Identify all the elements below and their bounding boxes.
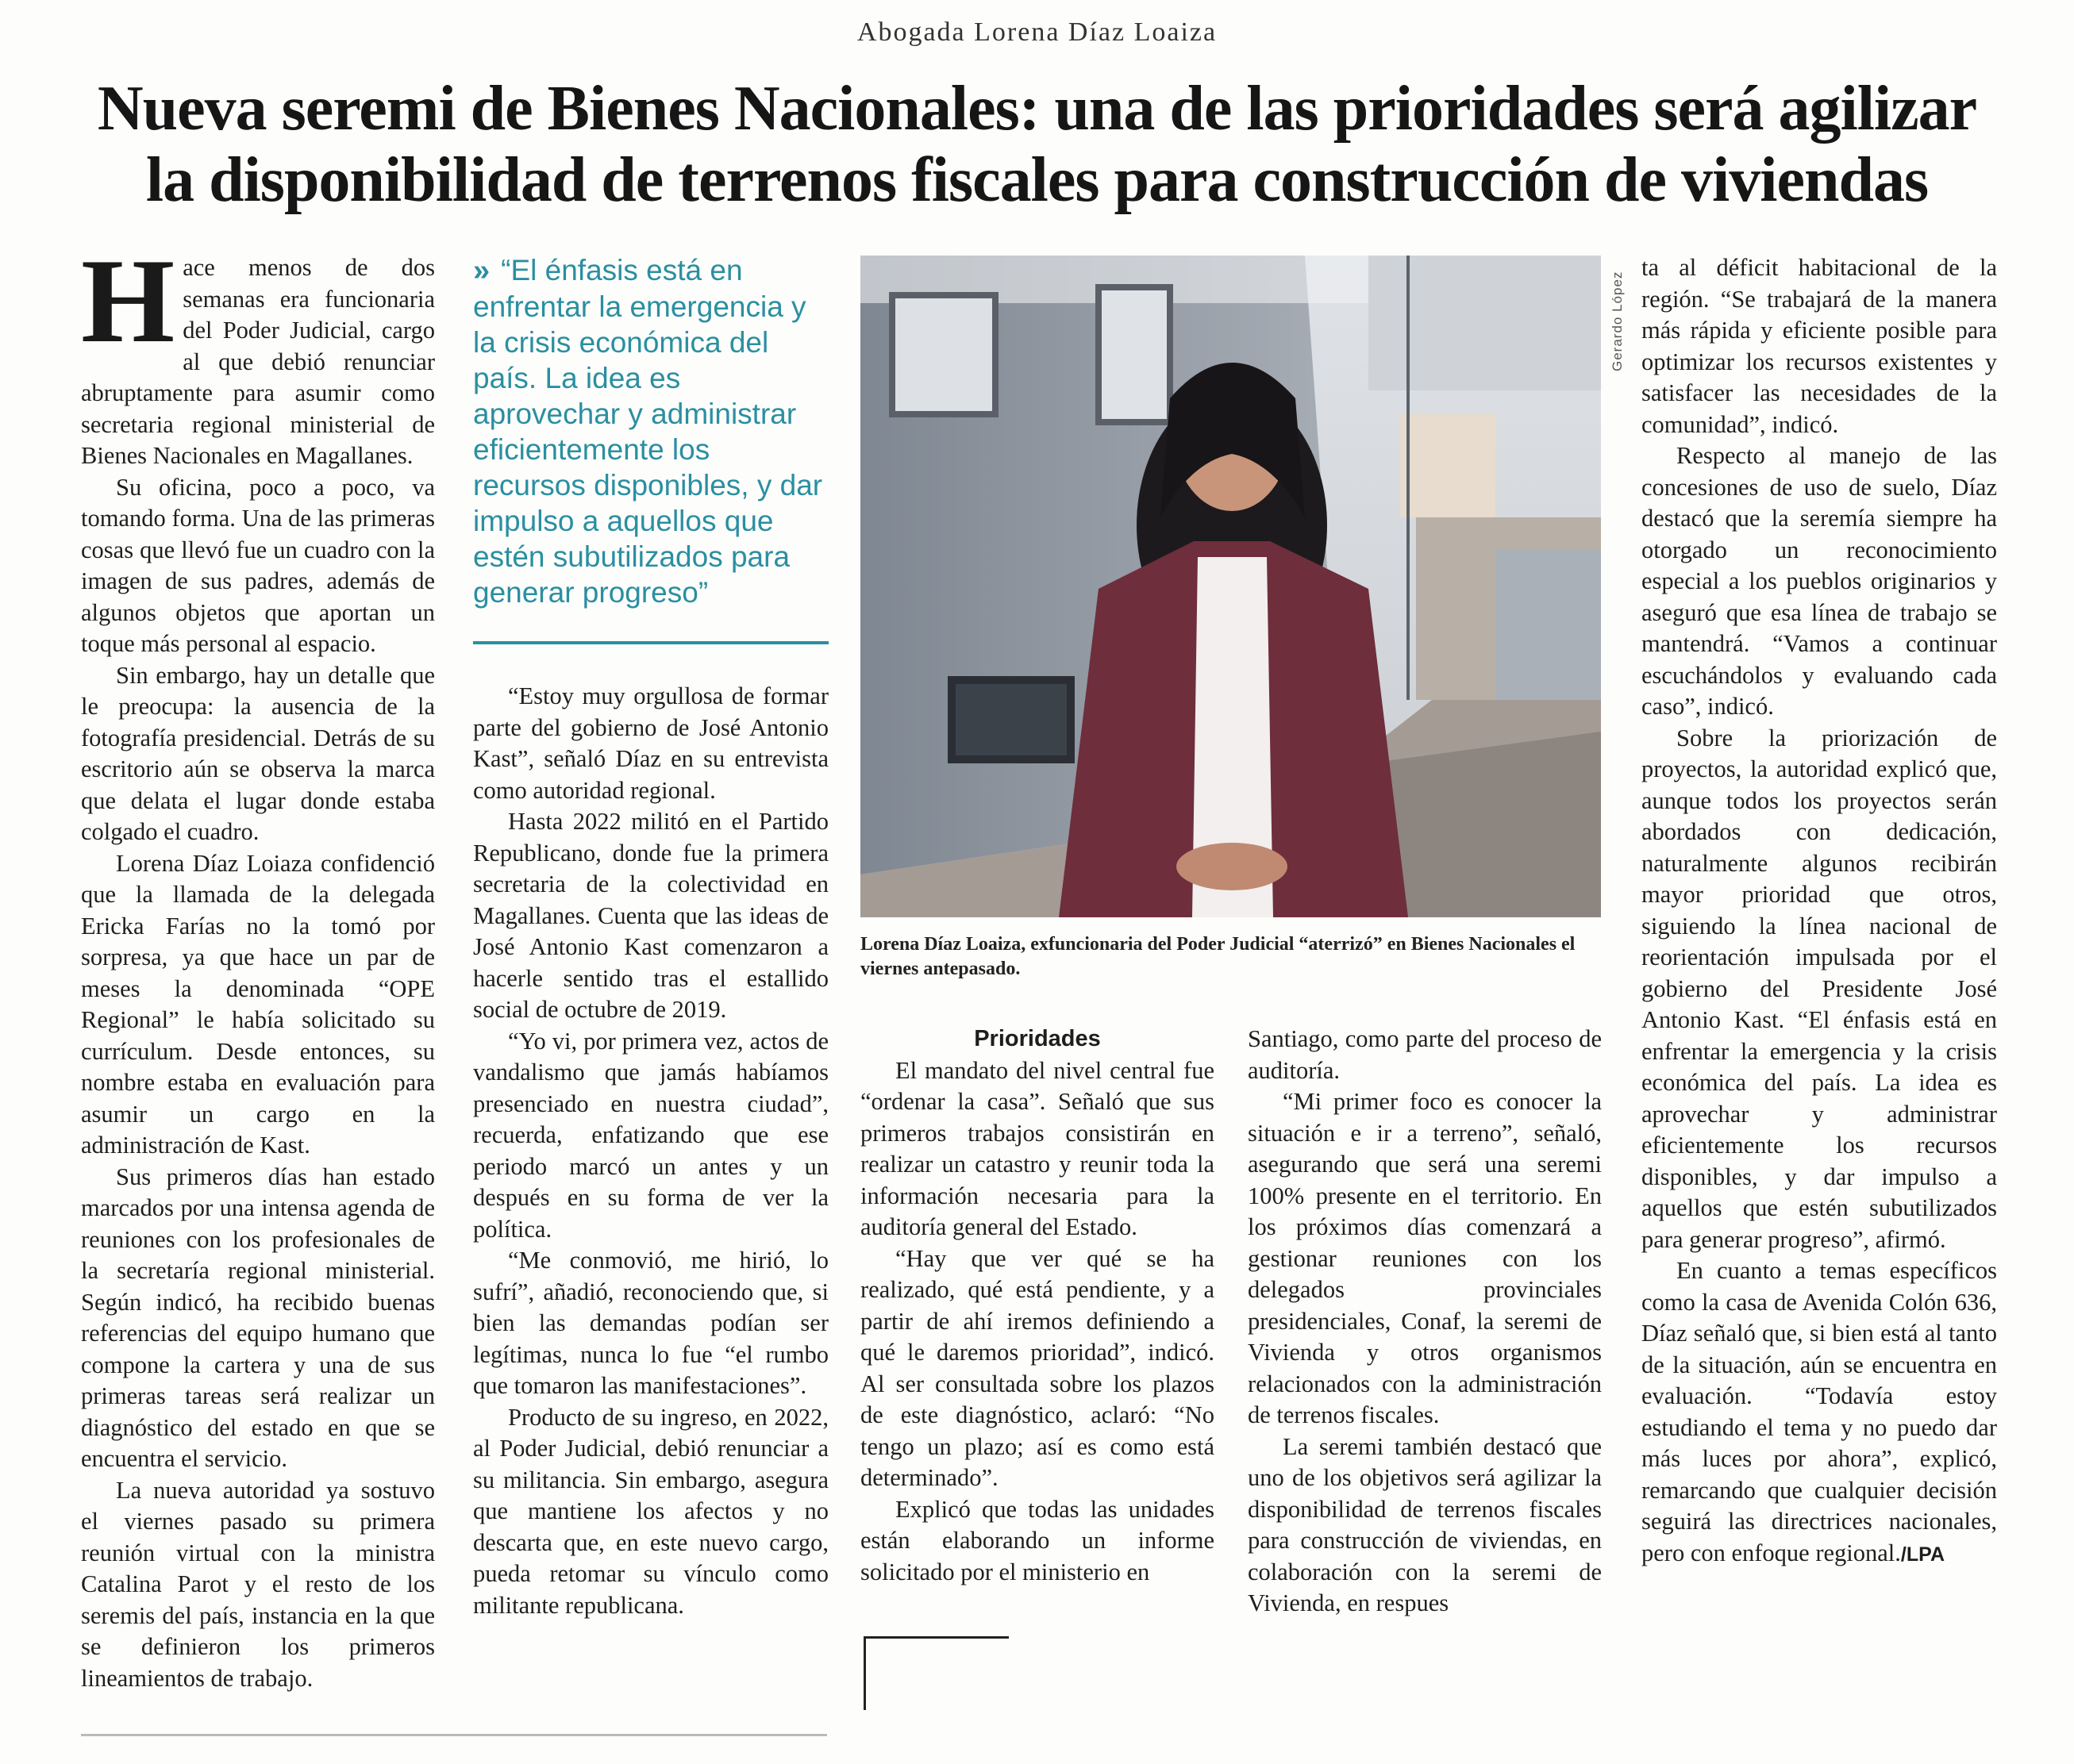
pull-quote-text: “El énfasis está en enfrentar la emergencia y la crisis económica del país. La idea es aprovechar y administrar eficientemente los recursos disponibles, y dar impulso a aquellos que estén subutilizados para generar progreso” bbox=[473, 254, 823, 609]
photo-caption: Lorena Díaz Loaiza, exfuncionaria del Poder Judicial “aterrizó” en Bienes Nacionales el viernes antepasado. bbox=[860, 934, 1576, 979]
photo-credit: Gerardo López bbox=[1610, 271, 1625, 371]
article-column-1 bbox=[81, 234, 435, 1694]
headline-line-2: la disponibilidad de terrenos fiscales para construcción de viviendas bbox=[145, 145, 1929, 215]
paragraph: “Mi primer foco es conocer la situación e ir a terreno”, señaló, asegurando que será una seremi 100% presente en el territorio. En los próximos días comenzará a gestionar reuniones con los delegados provinciales presidenciales, Conaf, la seremi de Vivienda y otros organismos relacionados con la administración de terrenos fiscales. bbox=[1248, 1088, 1602, 1428]
article-kicker: Abogada Lorena Díaz Loaiza bbox=[856, 17, 1218, 47]
paragraph: Sin embargo, hay un detalle que le preocupa: la ausencia de la fotografía presidencial. Detrás de su escritorio aún se observa la marca que delata el lugar donde estaba colgado el cuadro. bbox=[81, 661, 435, 845]
article-column-4 bbox=[1248, 1024, 1602, 1620]
paragraph: Hasta 2022 militó en el Partido Republicano, donde fue la primera secretaria de la colectividad en Magallanes. Cuenta que las ideas de José Antonio Kast comenzaron a hacerle sentido tras el estallido social de octubre de 2019. bbox=[473, 808, 829, 1023]
paragraph: Lorena Díaz Loiaza confidenció que la llamada de la delegada Ericka Farías no la tomó por sorpresa, ya que hace un par de meses la denominada “OPE Regional” le había solicitado su currículum. Desde entonces, su nombre estaba en evaluación para asumir un cargo en la administración de Kast. bbox=[81, 849, 435, 1159]
paragraph: ta al déficit habitacional de la región. “Se trabajará de la manera más rápida y eficiente posible para optimizar los recursos existentes y satisfacer las necesidades de la comunidad”, indicó. bbox=[1641, 254, 1997, 438]
article-column-5 bbox=[1641, 252, 1997, 1570]
paragraph: El mandato del nivel central fue “ordenar la casa”. Señaló que sus primeros trabajos consistirán en realizar un catastro y reunir toda la información necesaria para la auditoría general del Estado. bbox=[860, 1056, 1214, 1240]
paragraph: “Hay que ver qué se ha realizado, qué está pendiente, y a partir de ahí iremos definiendo a qué le daremos prioridad”, indicó. Al ser consultada sobre los plazos de este diagnóstico, aclaró: “No tengo un plazo; así es como está determinado”. bbox=[860, 1244, 1214, 1491]
paragraph: Hace menos de dos semanas era funcionaria del Poder Judicial, cargo al que debió renunciar abruptamente para asumir como secretaria regional ministerial de Bienes Nacionales en Magallanes. bbox=[81, 234, 435, 469]
paragraph: La nueva autoridad ya sostuvo el viernes pasado su primera reunión virtual con la ministra Catalina Parot y el resto de los seremis del país, instancia en la que se definieron los primeros lineamientos de trabajo. bbox=[81, 1476, 435, 1692]
paragraph: Su oficina, poco a poco, va tomando forma. Una de las primeras cosas que llevó fue un cuadro con la imagen de sus padres, además de algunos objetos que aportan un toque más personal al espacio. bbox=[81, 473, 435, 657]
paragraph: En cuanto a temas específicos como la casa de Avenida Colón 636, Díaz señaló que, si bien está al tanto de la situación, aún se encuentra en evaluación. “Todavía estoy estudiando el tema y no puedo dar más luces por ahora”, explicó, remarcando que cualquier decisión seguirá las directrices nacionales, pero con enfoque regional./LPA bbox=[1641, 1257, 1997, 1566]
paragraph: “Me conmovió, me hirió, lo sufrí”, añadió, reconociendo que, si bien las demandas podían ser legítimas, nunca lo fue “el rumbo que tomaron las manifestaciones”. bbox=[473, 1247, 829, 1399]
dropcap: H bbox=[81, 234, 175, 367]
paragraph: Santiago, como parte del proceso de auditoría. bbox=[1248, 1025, 1602, 1084]
paragraph: Producto de su ingreso, en 2022, al Poder Judicial, debió renunciar a su militancia. Sin embargo, asegura que mantiene los afectos y no descarta que, en este nuevo cargo, pueda retomar su vínculo como militante republicana. bbox=[473, 1403, 829, 1619]
article-headline bbox=[63, 73, 2011, 216]
section-subhead: Prioridades bbox=[974, 1026, 1101, 1051]
paragraph: Sus primeros días han estado marcados por una intensa agenda de reuniones con los profesionales de la secretaría regional ministerial. Según indicó, ha recibido buenas referencias del equipo humano que compone la cartera y una de sus primeras tareas será realizar un diagnóstico del estado en que se encuentra el servicio. bbox=[81, 1163, 435, 1472]
pull-quote bbox=[473, 252, 829, 610]
article-column-2 bbox=[473, 681, 829, 1621]
pull-quote-rule bbox=[473, 641, 829, 644]
paragraph: “Yo vi, por primera vez, actos de vandalismo que jamás habíamos presenciado en nuestra ciudad”, recuerda, enfatizando que ese periodo marcó un antes y un después en su forma de ver la política. bbox=[473, 1027, 829, 1243]
paragraph: “Estoy muy orgullosa de formar parte del gobierno de José Antonio Kast”, señaló Díaz en su entrevista como autoridad regional. bbox=[473, 682, 829, 804]
article-column-3 bbox=[860, 1024, 1214, 1588]
layout-corner-mark bbox=[864, 1636, 1009, 1710]
author-signature: /LPA bbox=[1900, 1543, 1945, 1566]
double-chevron-icon: » bbox=[473, 254, 491, 287]
paragraph: La seremi también destacó que uno de los objetivos será agilizar la disponibilidad de terrenos fiscales para construcción de viviendas, en colaboración con la seremi de Vivienda, en respues bbox=[1248, 1432, 1602, 1616]
bottom-rule bbox=[81, 1734, 827, 1736]
headline-line-1: Nueva seremi de Bienes Nacionales: una de las prioridades será agilizar bbox=[97, 74, 1977, 144]
portrait-illustration bbox=[860, 256, 1601, 917]
paragraph: Explicó que todas las unidades están elaborando un informe solicitado por el ministerio en bbox=[860, 1495, 1214, 1585]
paragraph: Sobre la priorización de proyectos, la autoridad explicó que, aunque todos los proyectos serán abordados con dedicación, naturalmente algunos recibirán mayor prioridad que otros, siguiendo la línea nacional de reorientación impulsada por el gobierno del Presidente José Antonio Kast. “El énfasis está en enfrentar la emergencia y la crisis económica del país. La idea es aprovechar y administrar eficientemente los recursos disponibles, y dar impulso a aquellos que estén subutilizados para generar progreso”, afirmó. bbox=[1641, 724, 1997, 1253]
paragraph: Respecto al manejo de las concesiones de uso de suelo, Díaz destacó que la seremía siempre ha otorgado un reconocimiento especial a los pueblos originarios y aseguró que esa línea de trabajo se mantendrá. “Vamos a continuar escuchándolos y evaluando cada caso”, indicó. bbox=[1641, 442, 1997, 720]
article-photo bbox=[860, 256, 1601, 917]
